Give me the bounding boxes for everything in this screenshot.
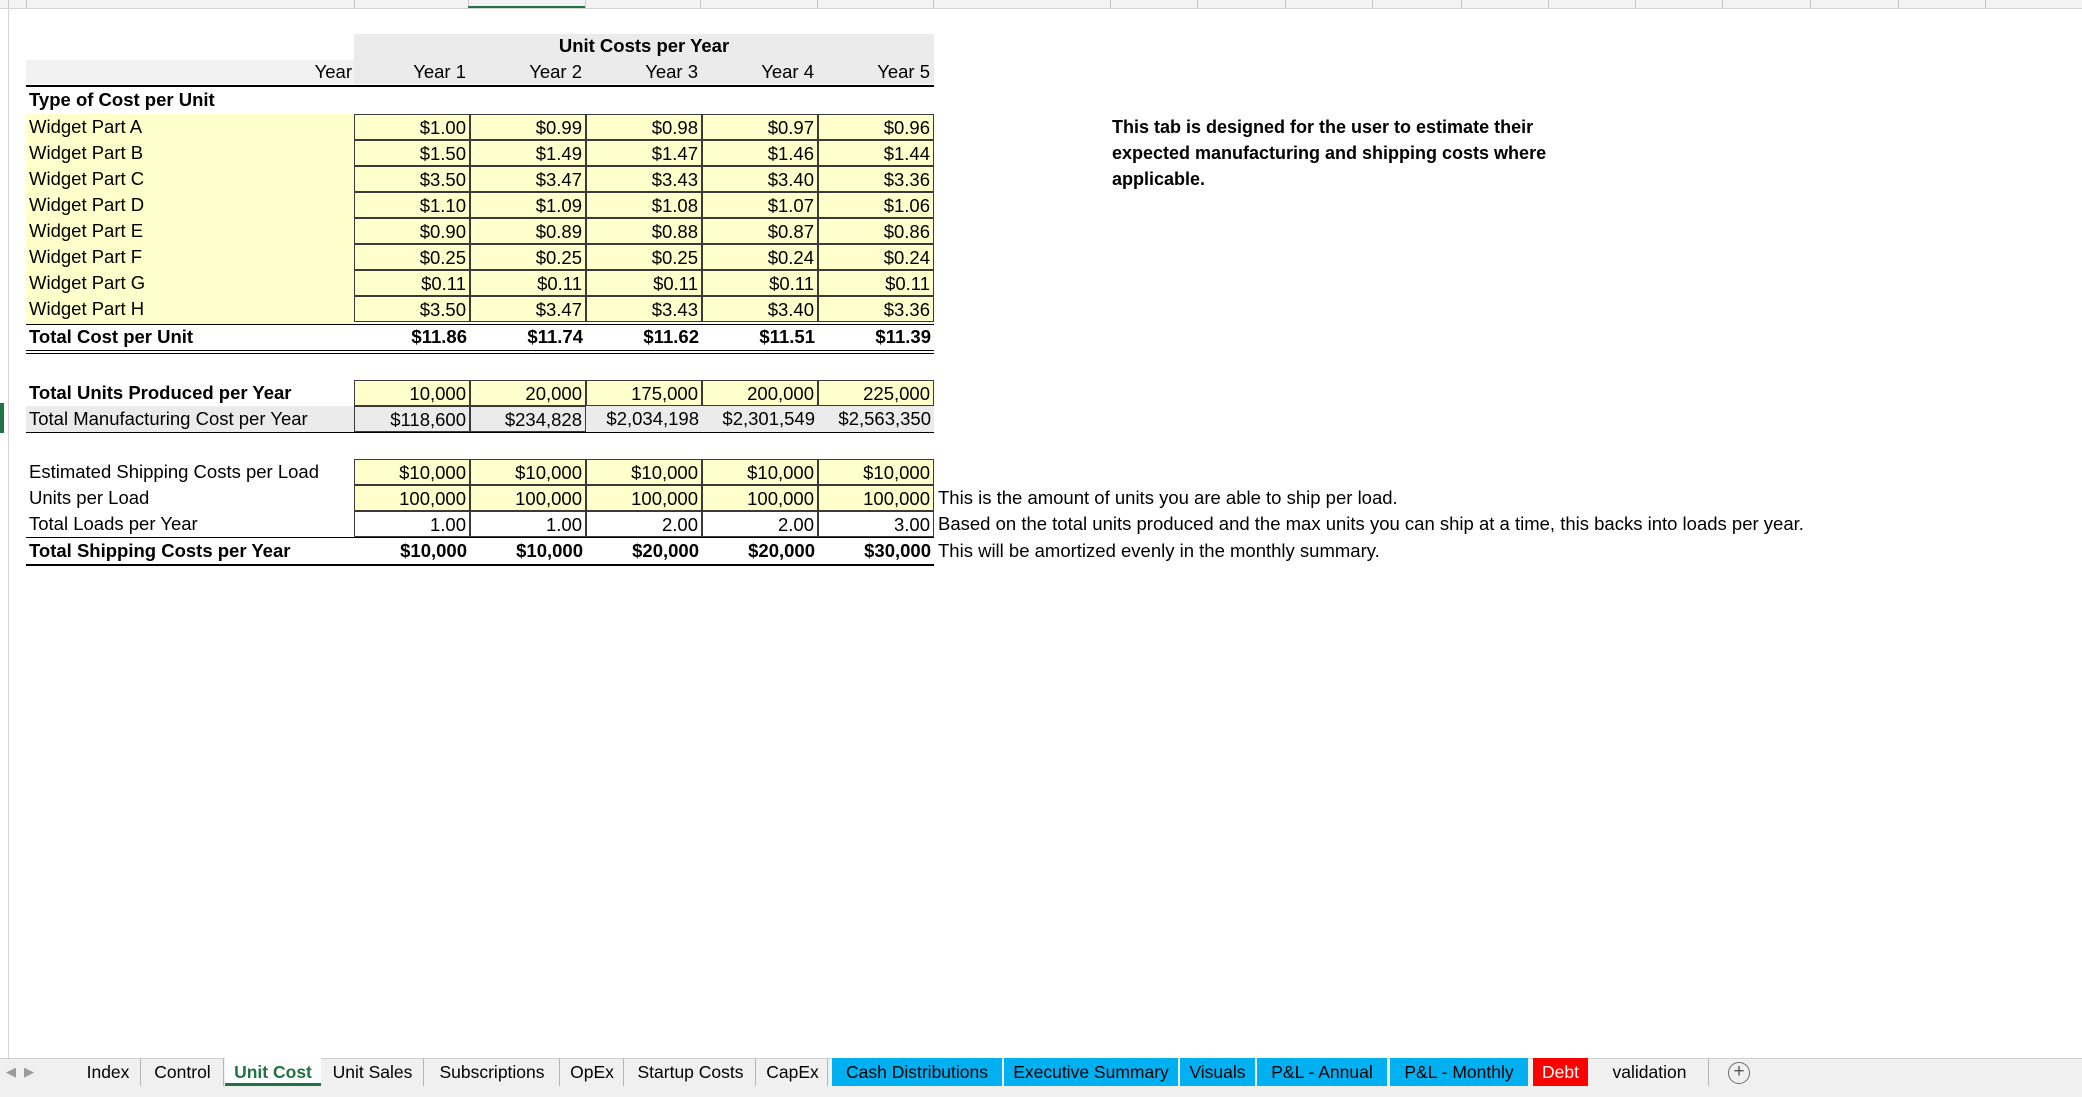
tab-control[interactable]: Control — [142, 1058, 224, 1086]
unit-cost-cell[interactable]: $1.07 — [702, 192, 818, 218]
part-label: Widget Part C — [29, 168, 145, 189]
tab-unit-sales[interactable]: Unit Sales — [322, 1058, 424, 1086]
tab-unit-cost[interactable]: Unit Cost — [225, 1058, 321, 1086]
unit-cost-cell[interactable]: $0.25 — [470, 244, 586, 270]
unit-cost-cell[interactable]: $3.43 — [586, 296, 702, 322]
unit-cost-cell[interactable]: $0.24 — [702, 244, 818, 270]
unit-cost-cell[interactable]: $0.25 — [354, 244, 470, 270]
tab-index[interactable]: Index — [76, 1058, 141, 1086]
units-per-load-cell[interactable]: 100,000 — [586, 485, 702, 511]
unit-cost-cell[interactable]: $0.97 — [702, 114, 818, 140]
total-cost-cell[interactable]: $11.62 — [643, 326, 699, 347]
tab-p-l-annual[interactable]: P&L - Annual — [1257, 1058, 1387, 1086]
part-label: Widget Part E — [29, 220, 144, 241]
plus-circle-icon[interactable]: + — [1728, 1062, 1750, 1084]
shipping-total-cell[interactable]: $20,000 — [632, 540, 699, 561]
unit-cost-cell[interactable]: $3.40 — [702, 296, 818, 322]
tab-p-l-monthly[interactable]: P&L - Monthly — [1390, 1058, 1528, 1086]
unit-cost-cell[interactable]: $0.98 — [586, 114, 702, 140]
tab-startup-costs[interactable]: Startup Costs — [626, 1058, 756, 1086]
loads-per-year-cell[interactable]: 3.00 — [818, 511, 934, 537]
year-3-header: Year 3 — [645, 61, 698, 82]
note-loads-per-year: Based on the total units produced and the max units you can ship at a time, this backs into loads per year. — [938, 513, 1804, 534]
unit-cost-cell[interactable]: $1.49 — [470, 140, 586, 166]
shipping-total-cell[interactable]: $20,000 — [748, 540, 815, 561]
unit-cost-cell[interactable]: $3.50 — [354, 296, 470, 322]
tab-subscriptions[interactable]: Subscriptions — [425, 1058, 560, 1086]
unit-cost-cell[interactable]: $1.46 — [702, 140, 818, 166]
unit-cost-cell[interactable]: $1.47 — [586, 140, 702, 166]
note-amortization: This will be amortized evenly in the monthly summary. — [938, 540, 1380, 561]
shipping-total-cell[interactable]: $10,000 — [400, 540, 467, 561]
tab-visuals[interactable]: Visuals — [1180, 1058, 1255, 1086]
total-cost-label: Total Cost per Unit — [29, 326, 194, 347]
type-of-cost-label: Type of Cost per Unit — [29, 89, 215, 110]
year-4-header: Year 4 — [761, 61, 814, 82]
shipping-cost-cell[interactable]: $10,000 — [586, 459, 702, 485]
part-label: Widget Part D — [29, 194, 145, 215]
total-cost-cell[interactable]: $11.51 — [759, 326, 815, 347]
units-produced-label: Total Units Produced per Year — [29, 382, 292, 403]
unit-cost-cell[interactable]: $3.40 — [702, 166, 818, 192]
units-produced-cell[interactable]: 10,000 — [354, 380, 470, 406]
units-produced-cell[interactable]: 225,000 — [818, 380, 934, 406]
shipping-total-cell[interactable]: $10,000 — [516, 540, 583, 561]
shipping-total-bottom-border — [26, 564, 934, 566]
part-label: Widget Part A — [29, 116, 143, 137]
units-produced-cell[interactable]: 200,000 — [702, 380, 818, 406]
shipping-total-cell[interactable]: $30,000 — [864, 540, 931, 561]
part-label: Widget Part F — [29, 246, 143, 267]
mfg-cost-cell[interactable]: $234,828 — [470, 406, 586, 432]
unit-cost-cell[interactable]: $0.89 — [470, 218, 586, 244]
year-1-header: Year 1 — [413, 61, 466, 82]
shipping-cost-label: Estimated Shipping Costs per Load — [29, 461, 320, 482]
unit-cost-cell[interactable]: $0.96 — [818, 114, 934, 140]
unit-cost-cell[interactable]: $0.11 — [354, 270, 470, 296]
mfg-row-bottom-border — [26, 432, 934, 433]
unit-cost-cell[interactable]: $1.06 — [818, 192, 934, 218]
year-5-header: Year 5 — [877, 61, 930, 82]
tab-validation[interactable]: validation — [1591, 1058, 1709, 1086]
units-produced-cell[interactable]: 20,000 — [470, 380, 586, 406]
part-label: Widget Part H — [29, 298, 145, 319]
unit-cost-cell[interactable]: $0.88 — [586, 218, 702, 244]
unit-cost-cell[interactable]: $3.47 — [470, 296, 586, 322]
units-per-load-cell[interactable]: 100,000 — [702, 485, 818, 511]
unit-cost-cell[interactable]: $0.25 — [586, 244, 702, 270]
note-units-per-load: This is the amount of units you are able to ship per load. — [938, 487, 1398, 508]
unit-cost-cell[interactable]: $3.47 — [470, 166, 586, 192]
info-note-line-1: This tab is designed for the user to estimate their — [1112, 117, 1534, 137]
row-header-edge — [8, 8, 9, 1058]
total-bottom-border-1 — [26, 350, 934, 351]
loads-per-year-label: Total Loads per Year — [29, 513, 198, 534]
mfg-cost-cell[interactable]: $2,301,549 — [722, 408, 815, 429]
loads-per-year-cell[interactable]: 2.00 — [586, 511, 702, 537]
unit-cost-cell[interactable]: $1.50 — [354, 140, 470, 166]
loads-per-year-cell[interactable]: 1.00 — [470, 511, 586, 537]
part-label: Widget Part G — [29, 272, 146, 293]
unit-cost-cell[interactable]: $0.11 — [470, 270, 586, 296]
unit-cost-cell[interactable]: $0.11 — [702, 270, 818, 296]
tab-executive-summary[interactable]: Executive Summary — [1004, 1058, 1178, 1086]
tab-opex[interactable]: OpEx — [561, 1058, 624, 1086]
mfg-cost-cell[interactable]: $2,034,198 — [606, 408, 699, 429]
unit-cost-cell[interactable]: $1.00 — [354, 114, 470, 140]
year-2-header: Year 2 — [529, 61, 582, 82]
unit-cost-cell[interactable]: $1.08 — [586, 192, 702, 218]
unit-cost-cell[interactable]: $1.09 — [470, 192, 586, 218]
info-note-line-2: expected manufacturing and shipping costs where — [1112, 143, 1547, 163]
unit-cost-cell[interactable]: $0.86 — [818, 218, 934, 244]
total-cost-cell[interactable]: $11.74 — [527, 326, 583, 347]
total-cost-cell[interactable]: $11.39 — [875, 326, 931, 347]
column-header-strip — [0, 0, 2082, 9]
unit-cost-cell[interactable]: $1.10 — [354, 192, 470, 218]
shipping-cost-cell[interactable]: $10,000 — [702, 459, 818, 485]
triangle-right-icon[interactable]: ▶ — [24, 1064, 34, 1079]
unit-cost-cell[interactable]: $3.43 — [586, 166, 702, 192]
units-per-load-label: Units per Load — [29, 487, 150, 508]
total-cost-cell[interactable]: $11.86 — [411, 326, 467, 347]
tab-debt[interactable]: Debt — [1533, 1058, 1588, 1086]
unit-cost-cell[interactable]: $0.99 — [470, 114, 586, 140]
loads-per-year-cell[interactable]: 1.00 — [354, 511, 470, 537]
unit-cost-cell[interactable]: $3.36 — [818, 166, 934, 192]
mfg-cost-cell[interactable]: $2,563,350 — [838, 408, 931, 429]
tab-capex[interactable]: CapEx — [758, 1058, 828, 1086]
year-row-label: Year — [314, 61, 352, 82]
unit-cost-cell[interactable]: $3.50 — [354, 166, 470, 192]
unit-cost-cell[interactable]: $0.11 — [586, 270, 702, 296]
unit-cost-cell[interactable]: $0.87 — [702, 218, 818, 244]
total-bottom-border-2 — [26, 353, 934, 354]
shipping-total-label: Total Shipping Costs per Year — [29, 540, 291, 561]
mfg-cost-cell[interactable]: $118,600 — [354, 406, 470, 432]
mfg-cost-label: Total Manufacturing Cost per Year — [29, 408, 308, 429]
unit-cost-cell[interactable]: $3.36 — [818, 296, 934, 322]
unit-costs-title: Unit Costs per Year — [558, 35, 730, 56]
unit-cost-cell[interactable]: $1.44 — [818, 140, 934, 166]
units-per-load-cell[interactable]: 100,000 — [818, 485, 934, 511]
unit-cost-cell[interactable]: $0.11 — [818, 270, 934, 296]
active-row-marker — [0, 403, 4, 433]
unit-cost-cell[interactable]: $0.24 — [818, 244, 934, 270]
unit-cost-cell[interactable]: $0.90 — [354, 218, 470, 244]
shipping-cost-cell[interactable]: $10,000 — [818, 459, 934, 485]
shipping-cost-cell[interactable]: $10,000 — [354, 459, 470, 485]
tab-cash-distributions[interactable]: Cash Distributions — [832, 1058, 1002, 1086]
shipping-cost-cell[interactable]: $10,000 — [470, 459, 586, 485]
info-note-line-3: applicable. — [1112, 169, 1206, 189]
units-produced-cell[interactable]: 175,000 — [586, 380, 702, 406]
loads-per-year-cell[interactable]: 2.00 — [702, 511, 818, 537]
triangle-left-icon[interactable]: ◀ — [6, 1064, 16, 1079]
units-per-load-cell[interactable]: 100,000 — [354, 485, 470, 511]
units-per-load-cell[interactable]: 100,000 — [470, 485, 586, 511]
part-label: Widget Part B — [29, 142, 144, 163]
